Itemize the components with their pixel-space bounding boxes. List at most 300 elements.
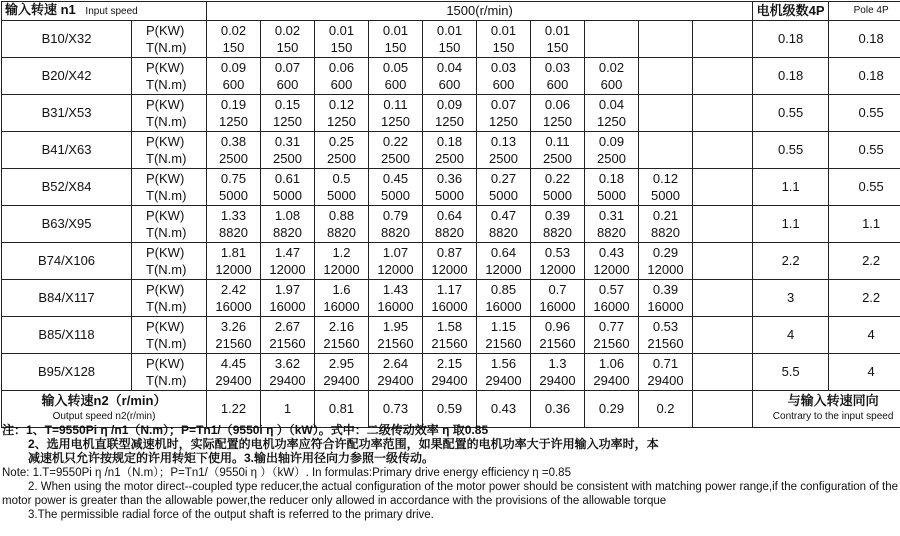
power-value: 0.04 <box>436 60 463 75</box>
power-value: 0.03 <box>544 60 571 75</box>
torque-value: 12000 <box>269 262 306 277</box>
value-cell <box>585 317 639 354</box>
spacer-cell <box>693 391 753 428</box>
torque-value: 150 <box>546 40 569 55</box>
table-row <box>2 354 900 391</box>
torque-value: 8820 <box>381 225 410 240</box>
value-cell <box>531 280 585 317</box>
power-value: 2.42 <box>220 282 247 297</box>
torque-label: T(N.m) <box>146 114 187 129</box>
power-value: 1.08 <box>274 208 301 223</box>
pole-value-1: 3 <box>753 280 829 317</box>
value-cell <box>207 354 261 391</box>
power-value: 0.09 <box>598 134 625 149</box>
torque-value: 16000 <box>431 299 468 314</box>
pt-label-cell <box>132 95 207 132</box>
torque-value: 5000 <box>543 188 572 203</box>
direction-en: Contrary to the input speed <box>772 411 894 422</box>
torque-value: 16000 <box>377 299 414 314</box>
power-label: P(KW) <box>146 208 185 223</box>
power-value: 1.33 <box>220 208 247 223</box>
power-label: P(KW) <box>146 245 185 260</box>
torque-value: 600 <box>546 77 569 92</box>
table-row <box>2 280 900 317</box>
torque-value: 1250 <box>597 114 626 129</box>
pole-value-2: 0.55 <box>829 169 900 206</box>
value-cell <box>315 169 369 206</box>
pt-label-cell <box>132 243 207 280</box>
value-cell <box>315 280 369 317</box>
value-cell <box>477 132 531 169</box>
torque-value: 8820 <box>597 225 626 240</box>
torque-value: 8820 <box>489 225 518 240</box>
power-value: 0.38 <box>220 134 247 149</box>
power-value: 0.85 <box>490 282 517 297</box>
value-cell <box>207 280 261 317</box>
value-cell <box>369 317 423 354</box>
output-speed-value: 0.59 <box>423 391 477 428</box>
table-row <box>2 206 900 243</box>
power-value: 1.47 <box>274 245 301 260</box>
value-cell <box>585 132 639 169</box>
torque-value: 16000 <box>215 299 252 314</box>
power-value: 0.01 <box>328 23 355 38</box>
value-cell <box>369 243 423 280</box>
table-row <box>2 58 900 95</box>
pole-value-2: 0.18 <box>829 21 900 58</box>
torque-value: 21560 <box>269 336 306 351</box>
pt-label-cell <box>132 206 207 243</box>
header-row <box>2 2 900 21</box>
value-cell <box>315 21 369 58</box>
torque-value: 21560 <box>539 336 576 351</box>
power-value: 0.64 <box>436 208 463 223</box>
value-cell <box>315 58 369 95</box>
power-value: 0.43 <box>598 245 625 260</box>
spacer-cell <box>693 132 753 169</box>
value-cell <box>207 206 261 243</box>
power-value: 0.06 <box>544 97 571 112</box>
value-cell <box>423 243 477 280</box>
value-cell <box>261 280 315 317</box>
torque-label: T(N.m) <box>146 262 187 277</box>
power-value: 1.3 <box>548 356 567 371</box>
power-value: 0.02 <box>598 60 625 75</box>
torque-value: 600 <box>384 77 407 92</box>
power-value: 0.05 <box>382 60 409 75</box>
value-cell <box>315 317 369 354</box>
input-speed-en: Input speed <box>85 6 138 17</box>
power-value: 2.67 <box>274 319 301 334</box>
torque-value: 12000 <box>215 262 252 277</box>
value-cell <box>369 280 423 317</box>
value-cell <box>639 58 693 95</box>
torque-value: 29400 <box>269 373 306 388</box>
torque-value: 29400 <box>539 373 576 388</box>
torque-value: 600 <box>330 77 353 92</box>
power-value: 0.15 <box>274 97 301 112</box>
model-cell: B31/X53 <box>2 95 132 132</box>
power-value: 1.2 <box>332 245 351 260</box>
torque-label: T(N.m) <box>146 299 187 314</box>
input-speed-header <box>2 2 207 21</box>
value-cell <box>531 317 585 354</box>
torque-value: 8820 <box>651 225 680 240</box>
torque-label: T(N.m) <box>146 77 187 92</box>
power-value: 0.07 <box>490 97 517 112</box>
torque-label: T(N.m) <box>146 336 187 351</box>
torque-value: 2500 <box>273 151 302 166</box>
torque-value: 2500 <box>543 151 572 166</box>
power-value: 1.97 <box>274 282 301 297</box>
power-label: P(KW) <box>146 171 185 186</box>
torque-value: 1250 <box>435 114 464 129</box>
torque-value: 12000 <box>323 262 360 277</box>
torque-value: 12000 <box>377 262 414 277</box>
pole-value-1: 1.1 <box>753 206 829 243</box>
torque-value: 16000 <box>647 299 684 314</box>
note-en-1: Note: 1.T=9550Pi η /n1（N.m）；P=Tn1/（9550i η ）（kW）. In formulas:Primary drive energy efficiency η =0.85 <box>2 466 571 479</box>
power-label: P(KW) <box>146 319 185 334</box>
pole-header-en: Pole 4P <box>829 2 900 21</box>
table-row <box>2 21 900 58</box>
torque-label: T(N.m) <box>146 225 187 240</box>
torque-value: 5000 <box>273 188 302 203</box>
torque-value: 1250 <box>543 114 572 129</box>
value-cell <box>585 58 639 95</box>
power-value: 0.27 <box>490 171 517 186</box>
output-speed-value: 0.29 <box>585 391 639 428</box>
value-cell <box>423 354 477 391</box>
power-value: 2.15 <box>436 356 463 371</box>
power-value: 1.17 <box>436 282 463 297</box>
output-speed-row <box>2 391 900 428</box>
value-cell <box>531 354 585 391</box>
power-label: P(KW) <box>146 60 185 75</box>
power-value: 1.07 <box>382 245 409 260</box>
value-cell <box>315 206 369 243</box>
value-cell <box>261 317 315 354</box>
value-cell <box>639 206 693 243</box>
spacer-cell <box>693 95 753 132</box>
pole-value-2: 0.55 <box>829 95 900 132</box>
torque-value: 1250 <box>489 114 518 129</box>
direction-note <box>753 391 900 428</box>
spacer-cell <box>693 58 753 95</box>
torque-value: 21560 <box>647 336 684 351</box>
torque-label: T(N.m) <box>146 151 187 166</box>
power-label: P(KW) <box>146 23 185 38</box>
pt-label-cell <box>132 132 207 169</box>
pole-value-1: 1.1 <box>753 169 829 206</box>
power-label: P(KW) <box>146 134 185 149</box>
power-value: 0.31 <box>274 134 301 149</box>
value-cell <box>261 21 315 58</box>
value-cell <box>423 280 477 317</box>
model-cell: B41/X63 <box>2 132 132 169</box>
torque-value: 5000 <box>435 188 464 203</box>
value-cell <box>207 58 261 95</box>
torque-value: 1250 <box>327 114 356 129</box>
spacer-cell <box>693 354 753 391</box>
value-cell <box>531 132 585 169</box>
power-value: 0.19 <box>220 97 247 112</box>
torque-value: 16000 <box>539 299 576 314</box>
spacer-cell <box>693 206 753 243</box>
torque-value: 150 <box>438 40 461 55</box>
power-value: 1.6 <box>332 282 351 297</box>
value-cell <box>423 169 477 206</box>
power-value: 3.26 <box>220 319 247 334</box>
value-cell <box>369 132 423 169</box>
value-cell <box>585 206 639 243</box>
note-en-2: 2. When using the motor direct--coupled type reducer,the actual configuration of the motor power should be consistent with matching power range,if the configuration of the <box>28 480 898 493</box>
power-value: 0.61 <box>274 171 301 186</box>
pt-label-cell <box>132 280 207 317</box>
power-value: 0.7 <box>548 282 567 297</box>
value-cell <box>585 354 639 391</box>
torque-value: 600 <box>492 77 515 92</box>
power-value: 1.56 <box>490 356 517 371</box>
power-value: 0.12 <box>652 171 679 186</box>
torque-value: 600 <box>438 77 461 92</box>
torque-value: 12000 <box>539 262 576 277</box>
value-cell <box>639 243 693 280</box>
value-cell <box>585 169 639 206</box>
power-value: 0.45 <box>382 171 409 186</box>
torque-value: 16000 <box>593 299 630 314</box>
note-cn-3: 减速机只允许按规定的许用转矩下使用。3.输出轴许用径向力参照一级传动。 <box>28 451 435 466</box>
pole-value-2: 2.2 <box>829 280 900 317</box>
table-row <box>2 317 900 354</box>
power-label: P(KW) <box>146 356 185 371</box>
torque-value: 8820 <box>327 225 356 240</box>
table-row <box>2 169 900 206</box>
torque-label: T(N.m) <box>146 373 187 388</box>
power-value: 0.77 <box>598 319 625 334</box>
torque-value: 2500 <box>219 151 248 166</box>
power-value: 0.88 <box>328 208 355 223</box>
power-value: 0.39 <box>544 208 571 223</box>
output-speed-value: 0.2 <box>639 391 693 428</box>
power-value: 0.87 <box>436 245 463 260</box>
value-cell <box>423 58 477 95</box>
pt-label-cell <box>132 58 207 95</box>
pole-value-2: 0.18 <box>829 58 900 95</box>
output-speed-value: 0.43 <box>477 391 531 428</box>
power-value: 0.01 <box>490 23 517 38</box>
torque-value: 150 <box>276 40 299 55</box>
power-value: 0.22 <box>544 171 571 186</box>
power-value: 0.11 <box>545 134 570 149</box>
pole-value-2: 4 <box>829 354 900 391</box>
value-cell <box>369 95 423 132</box>
torque-value: 29400 <box>431 373 468 388</box>
notes <box>2 423 898 522</box>
model-cell: B52/X84 <box>2 169 132 206</box>
model-cell: B10/X32 <box>2 21 132 58</box>
spec-table <box>1 1 900 428</box>
spacer-cell <box>693 317 753 354</box>
output-speed-value: 0.36 <box>531 391 585 428</box>
table-row <box>2 95 900 132</box>
power-value: 0.04 <box>598 97 625 112</box>
output-speed-value: 1 <box>261 391 315 428</box>
note-en-4: 3.The permissible radial force of the output shaft is referred to the primary drive. <box>28 509 434 522</box>
torque-value: 1250 <box>273 114 302 129</box>
torque-value: 150 <box>330 40 353 55</box>
torque-value: 12000 <box>593 262 630 277</box>
torque-value: 5000 <box>381 188 410 203</box>
power-value: 0.79 <box>382 208 409 223</box>
input-speed-cn: 输入转速 n1 <box>5 2 76 17</box>
value-cell <box>369 58 423 95</box>
torque-value: 21560 <box>485 336 522 351</box>
power-value: 1.95 <box>382 319 409 334</box>
power-value: 0.12 <box>328 97 355 112</box>
value-cell <box>423 317 477 354</box>
value-cell <box>639 132 693 169</box>
power-value: 0.31 <box>598 208 625 223</box>
pole-value-1: 5.5 <box>753 354 829 391</box>
value-cell <box>207 21 261 58</box>
table-row <box>2 132 900 169</box>
value-cell <box>477 21 531 58</box>
value-cell <box>207 95 261 132</box>
power-value: 0.09 <box>220 60 247 75</box>
value-cell <box>423 21 477 58</box>
torque-value: 600 <box>600 77 623 92</box>
model-cell: B95/X128 <box>2 354 132 391</box>
value-cell <box>369 206 423 243</box>
value-cell <box>315 95 369 132</box>
pt-label-cell <box>132 169 207 206</box>
torque-value: 8820 <box>435 225 464 240</box>
value-cell <box>585 243 639 280</box>
value-cell <box>477 58 531 95</box>
output-speed-label <box>2 391 207 428</box>
power-value: 0.02 <box>274 23 301 38</box>
torque-label: T(N.m) <box>146 188 187 203</box>
torque-value: 8820 <box>219 225 248 240</box>
power-label: P(KW) <box>146 97 185 112</box>
torque-value: 2500 <box>327 151 356 166</box>
value-cell <box>315 354 369 391</box>
power-value: 0.18 <box>598 171 625 186</box>
torque-value: 12000 <box>647 262 684 277</box>
pole-value-2: 1.1 <box>829 206 900 243</box>
torque-value: 29400 <box>377 373 414 388</box>
torque-value: 2500 <box>597 151 626 166</box>
power-value: 0.53 <box>652 319 679 334</box>
value-cell <box>477 280 531 317</box>
pole-value-1: 0.18 <box>753 58 829 95</box>
power-value: 0.96 <box>544 319 571 334</box>
torque-value: 150 <box>384 40 407 55</box>
spacer-cell <box>693 280 753 317</box>
power-value: 0.22 <box>382 134 409 149</box>
value-cell <box>639 317 693 354</box>
spacer-cell <box>693 243 753 280</box>
torque-value: 2500 <box>381 151 410 166</box>
power-value: 1.06 <box>598 356 625 371</box>
torque-value: 12000 <box>431 262 468 277</box>
power-value: 1.81 <box>220 245 247 260</box>
value-cell <box>369 354 423 391</box>
pole-value-1: 0.18 <box>753 21 829 58</box>
note-cn-2: 2、选用电机直联型减速机时，实际配置的电机功率应符合许配功率范围，如果配置的电机功率大于许用输入功率时，本 <box>28 437 659 452</box>
torque-value: 16000 <box>269 299 306 314</box>
value-cell <box>477 169 531 206</box>
power-value: 0.01 <box>382 23 409 38</box>
model-cell: B85/X118 <box>2 317 132 354</box>
value-cell <box>639 95 693 132</box>
torque-value: 8820 <box>543 225 572 240</box>
power-value: 0.5 <box>332 171 351 186</box>
power-value: 0.18 <box>436 134 463 149</box>
power-value: 0.36 <box>436 171 463 186</box>
power-value: 0.01 <box>436 23 463 38</box>
value-cell <box>261 169 315 206</box>
value-cell <box>585 21 639 58</box>
power-value: 0.03 <box>490 60 517 75</box>
power-value: 0.75 <box>220 171 247 186</box>
power-value: 0.39 <box>652 282 679 297</box>
torque-value: 29400 <box>593 373 630 388</box>
table-row <box>2 243 900 280</box>
output-speed-en: Output speed n2(r/min) <box>52 411 156 422</box>
pole-value-1: 0.55 <box>753 95 829 132</box>
torque-value: 12000 <box>485 262 522 277</box>
output-speed-value: 1.22 <box>207 391 261 428</box>
pole-value-1: 4 <box>753 317 829 354</box>
torque-value: 2500 <box>489 151 518 166</box>
power-value: 0.01 <box>544 23 571 38</box>
pt-label-cell <box>132 317 207 354</box>
value-cell <box>315 243 369 280</box>
output-speed-value: 0.81 <box>315 391 369 428</box>
torque-value: 29400 <box>647 373 684 388</box>
value-cell <box>261 58 315 95</box>
value-cell <box>261 95 315 132</box>
power-value: 0.09 <box>436 97 463 112</box>
power-value: 0.02 <box>220 23 247 38</box>
value-cell <box>639 354 693 391</box>
value-cell <box>585 280 639 317</box>
torque-value: 16000 <box>485 299 522 314</box>
torque-value: 8820 <box>273 225 302 240</box>
value-cell <box>531 58 585 95</box>
power-value: 0.64 <box>490 245 517 260</box>
power-value: 0.57 <box>598 282 625 297</box>
model-cell: B74/X106 <box>2 243 132 280</box>
value-cell <box>423 206 477 243</box>
torque-value: 21560 <box>431 336 468 351</box>
power-value: 2.64 <box>382 356 409 371</box>
torque-value: 5000 <box>651 188 680 203</box>
torque-value: 600 <box>276 77 299 92</box>
direction-cn: 与输入转速同向 <box>787 393 879 408</box>
value-cell <box>261 243 315 280</box>
value-cell <box>531 206 585 243</box>
pt-label-cell <box>132 354 207 391</box>
power-value: 1.43 <box>382 282 409 297</box>
value-cell <box>639 169 693 206</box>
pt-label-cell <box>132 21 207 58</box>
note-en-3: motor power is greater than the allowable power,the reducer only allowed in accordance with the provisions of the allowable torque <box>2 495 667 508</box>
model-cell: B84/X117 <box>2 280 132 317</box>
torque-value: 21560 <box>215 336 252 351</box>
